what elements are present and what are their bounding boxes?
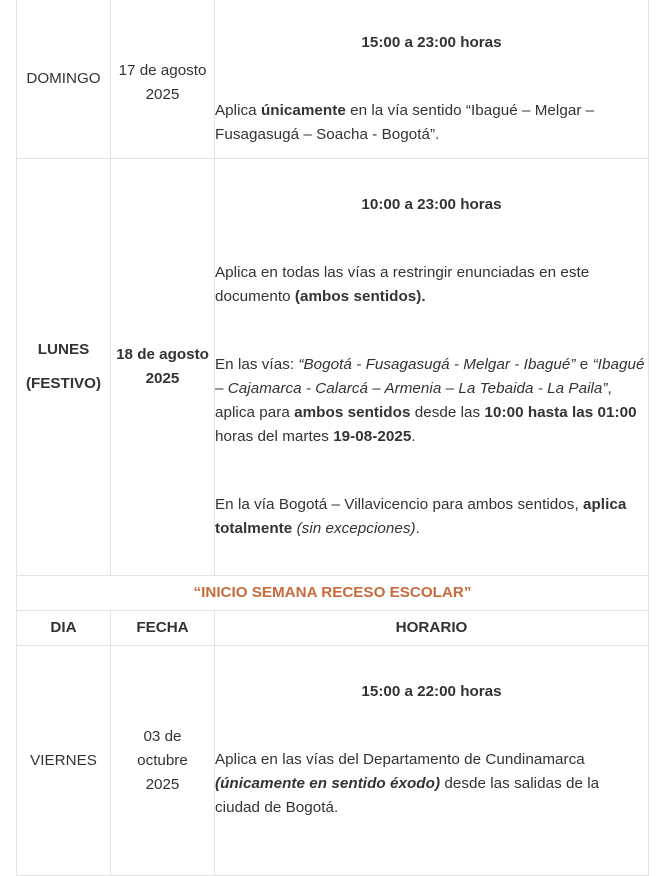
note-text: Aplica en las vías del Departamento de Cundinamarca (únicamente en sentido éxodo) desde las salidas de la ciudad de Bogotá. xyxy=(215,751,600,816)
date-label: 17 de agosto 2025 xyxy=(118,62,207,103)
note-text: Aplica en todas las vías a restringir enunciadas en este documento (ambos sentidos). xyxy=(215,264,590,305)
day-label: DOMINGO xyxy=(26,69,101,87)
schedule-cell xyxy=(215,0,649,159)
date-cell xyxy=(111,646,215,876)
note-text: En la vía Bogotá – Villavicencio para ambos sentidos, aplica totalmente (sin excepciones). xyxy=(215,496,627,537)
banner-row xyxy=(17,576,649,611)
note-text: Aplica únicamente en la vía sentido “Ibagué – Melgar – Fusagasugá – Soacha - Bogotá”. xyxy=(215,102,595,143)
banner-cell xyxy=(17,576,649,611)
header-dia: DIA xyxy=(17,611,111,646)
schedule-cell xyxy=(215,646,649,876)
day-sublabel: (FESTIVO) xyxy=(25,375,102,392)
day-cell xyxy=(17,0,111,159)
table-row xyxy=(17,0,649,159)
note-text: En las vías: “Bogotá - Fusagasugá - Melgar - Ibagué” e “Ibagué – Cajamarca - Calarcá – Armenia – La Tebaida - La Paila”, aplica para ambos sentidos desde las 10:00 hasta las 01:00 horas del martes 19-08-2025. xyxy=(215,356,645,445)
date-cell xyxy=(111,0,215,159)
day-cell xyxy=(17,159,111,576)
date-label: 03 de octubre 2025 xyxy=(137,727,188,793)
date-cell xyxy=(111,159,215,576)
hours-label: 10:00 a 23:00 horas xyxy=(361,196,502,213)
day-label: LUNES xyxy=(37,341,90,358)
day-label: VIERNES xyxy=(30,751,97,769)
hours-label: 15:00 a 22:00 horas xyxy=(361,683,502,700)
schedule-cell xyxy=(215,159,649,576)
header-fecha: FECHA xyxy=(111,611,215,646)
banner-title: “INICIO SEMANA RECESO ESCOLAR” xyxy=(193,584,472,601)
header-horario: HORARIO xyxy=(215,611,649,646)
table-row xyxy=(17,159,649,576)
date-label: 18 de agosto 2025 xyxy=(116,346,209,387)
table-row xyxy=(17,646,649,876)
header-row xyxy=(17,611,649,646)
day-cell xyxy=(17,646,111,876)
restriction-table xyxy=(16,0,649,876)
hours-label: 15:00 a 23:00 horas xyxy=(361,34,502,51)
